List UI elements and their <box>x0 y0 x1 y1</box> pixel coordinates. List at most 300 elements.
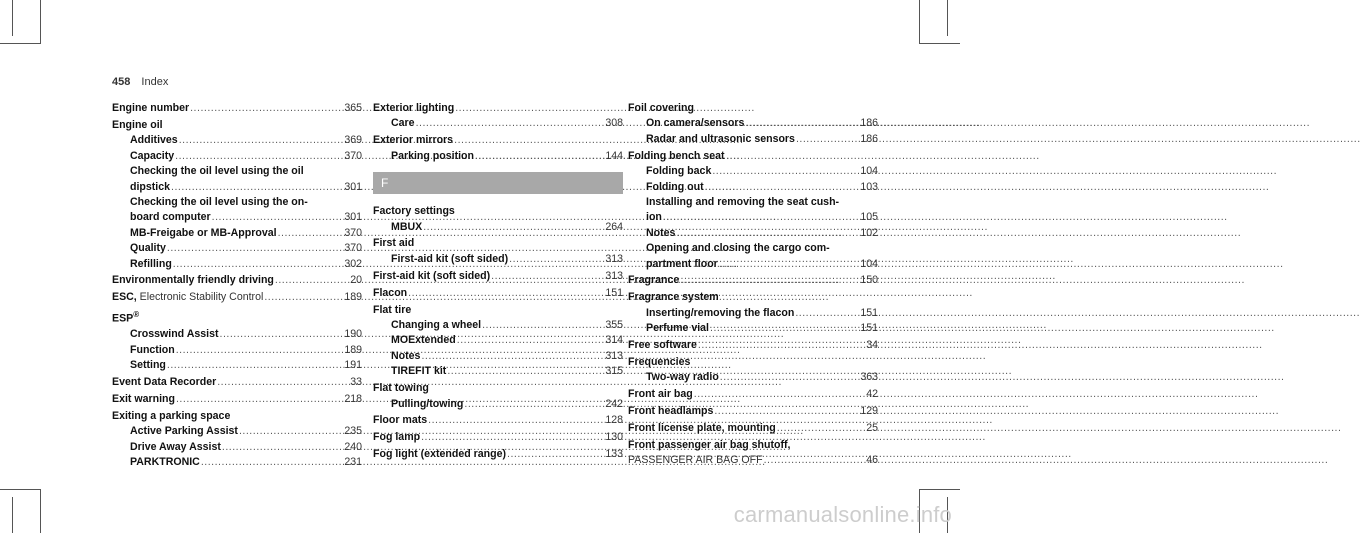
index-term <box>628 149 725 164</box>
sub-entry-text: MOExtended <box>391 334 456 347</box>
index-term <box>130 358 166 373</box>
sub-entry-text: Function <box>130 343 175 356</box>
index-entry <box>373 447 623 462</box>
index-row <box>112 409 362 424</box>
index-row <box>373 116 623 131</box>
index-term <box>391 252 508 267</box>
index-row <box>112 149 362 164</box>
index-row <box>373 236 623 251</box>
page-ref-link[interactable]: 46 <box>866 454 878 467</box>
sub-entry-text: Care <box>391 117 415 130</box>
index-entry <box>628 338 878 353</box>
index-row <box>373 149 623 164</box>
sub-entry-text: Drive Away Assist <box>130 440 221 453</box>
page-ref-link[interactable]: 218 <box>344 392 362 405</box>
dot-leader <box>764 453 859 468</box>
index-row <box>628 290 878 305</box>
entry-heading: First-aid kit (soft sided) <box>373 269 491 282</box>
entry-heading: Engine number <box>112 102 190 114</box>
dot-leader <box>475 149 598 164</box>
index-entry <box>628 387 878 402</box>
sub-entry-continuation: dipstick <box>130 180 171 193</box>
index-term <box>628 101 694 116</box>
dot-leader <box>710 321 853 336</box>
page-ref-link[interactable]: 240 <box>344 440 362 453</box>
sub-entry-text: Setting <box>130 359 166 372</box>
entry-heading: Floor mats <box>373 414 428 427</box>
dot-leader <box>275 273 343 288</box>
index-entry <box>628 149 878 272</box>
index-column-1 <box>112 101 362 472</box>
dot-leader <box>423 220 598 235</box>
index-term <box>130 241 166 256</box>
index-term <box>130 149 174 164</box>
index-row <box>373 413 623 428</box>
sub-entry-text: Radar and ultrasonic sensors <box>646 132 795 145</box>
page-ref-link[interactable]: 313 <box>605 269 623 282</box>
entry-heading: Flacon <box>373 286 408 299</box>
page-ref-link[interactable]: 186 <box>860 117 878 130</box>
sub-entry-text: TIREFIT kit <box>391 365 447 378</box>
index-row <box>628 132 878 147</box>
index-row <box>373 220 623 235</box>
dot-leader <box>167 241 337 256</box>
sub-entry-text: Checking the oil level using the on- <box>130 195 308 208</box>
entry-continuation: PASSENGER AIR BAG OFF <box>628 454 763 467</box>
index-row <box>628 453 878 468</box>
page-ref-link[interactable]: 20 <box>350 274 362 287</box>
dot-leader <box>176 392 337 407</box>
page-ref-link[interactable]: 235 <box>344 425 362 438</box>
index-row <box>112 375 362 390</box>
page-ref-link[interactable]: 301 <box>344 211 362 224</box>
dot-leader <box>428 413 598 428</box>
index-term <box>130 133 178 148</box>
page-ref-link[interactable]: 264 <box>605 220 623 233</box>
page-ref-link[interactable]: 151 <box>860 306 878 319</box>
index-entry <box>112 409 362 471</box>
page-ref-link[interactable]: 130 <box>605 431 623 444</box>
dot-leader <box>217 375 343 390</box>
entry-heading: Front passenger air bag shutoff, <box>628 439 791 452</box>
index-row <box>628 438 878 453</box>
dot-leader <box>464 397 598 412</box>
entry-heading: Event Data Recorder <box>112 375 217 388</box>
page-ref-link[interactable]: 105 <box>860 211 878 224</box>
crop-mark-bl-h <box>0 489 41 490</box>
dot-leader <box>720 370 854 385</box>
index-row <box>112 180 362 195</box>
entry-heading: Fog light (extended range) <box>373 448 507 461</box>
page-ref-link[interactable]: 133 <box>605 448 623 461</box>
index-row <box>628 355 878 370</box>
index-entry <box>628 355 878 386</box>
entry-heading: Folding bench seat <box>628 149 725 162</box>
dot-leader <box>176 343 338 358</box>
entry-heading: Exiting a parking space <box>112 409 231 422</box>
crop-mark-br-h <box>919 489 960 490</box>
entry-heading: Flat towing <box>373 382 429 395</box>
index-term <box>373 303 411 318</box>
sub-entry-continuation: partment floor <box>646 257 718 270</box>
index-row <box>628 241 878 256</box>
index-term <box>646 164 711 179</box>
page-ref-link[interactable]: 186 <box>860 132 878 145</box>
sub-entry-text: Parking position <box>391 149 474 162</box>
page-ref-link[interactable]: 308 <box>605 117 623 130</box>
index-entry <box>628 273 878 288</box>
index-row <box>112 343 362 358</box>
dot-leader <box>457 333 599 348</box>
dot-leader <box>509 252 598 267</box>
index-row <box>373 397 623 412</box>
index-entry <box>628 404 878 419</box>
dot-leader <box>212 210 338 225</box>
entry-heading: Fragrance system <box>628 291 719 304</box>
dot-leader <box>264 290 337 305</box>
index-term <box>628 355 690 370</box>
page-ref-link[interactable]: 314 <box>605 334 623 347</box>
crop-mark-tl-v2 <box>12 0 13 36</box>
index-term <box>628 387 693 402</box>
index-term <box>112 290 263 305</box>
sub-entry-text: Installing and removing the seat cush- <box>646 195 840 208</box>
crop-mark-tl-v <box>40 0 41 44</box>
page-ref-link[interactable]: 189 <box>344 291 362 304</box>
index-term <box>112 101 189 116</box>
page-ref-link[interactable]: 144 <box>605 149 623 162</box>
dot-leader <box>712 164 853 179</box>
index-row <box>112 118 362 133</box>
index-entry <box>373 133 623 164</box>
dot-leader <box>167 358 337 373</box>
sub-entry-text: Quality <box>130 242 166 255</box>
page-ref-link[interactable]: 302 <box>344 257 362 270</box>
index-term <box>373 286 407 301</box>
index-entry <box>628 290 878 336</box>
crop-mark-tr-v <box>919 0 920 44</box>
index-term <box>112 307 139 327</box>
entry-heading: Foil covering <box>628 102 694 114</box>
index-row <box>112 133 362 148</box>
index-term <box>391 333 456 348</box>
index-entry <box>373 204 623 235</box>
sub-entry-text: Additives <box>130 134 178 147</box>
page-ref-link[interactable]: 103 <box>860 180 878 193</box>
index-entry <box>628 438 878 469</box>
sub-entry-continuation: ion <box>646 211 662 224</box>
index-entry <box>373 303 623 380</box>
dot-leader <box>201 455 337 470</box>
page-ref-link[interactable]: 363 <box>860 371 878 384</box>
index-term <box>130 440 221 455</box>
dot-leader <box>175 149 337 164</box>
index-term <box>628 404 713 419</box>
index-entry <box>373 286 623 301</box>
index-row <box>628 116 878 131</box>
index-row <box>373 101 623 116</box>
page-ref-link[interactable]: 369 <box>344 134 362 147</box>
entry-heading-suffix: Electronic Stability Control <box>136 291 264 304</box>
dot-leader <box>173 257 338 272</box>
index-term <box>112 375 216 390</box>
index-row <box>112 273 362 288</box>
index-row <box>373 133 623 148</box>
index-entry <box>373 101 623 132</box>
index-term <box>373 236 414 251</box>
index-row <box>628 306 878 321</box>
index-term <box>130 343 175 358</box>
entry-heading: Exit warning <box>112 392 175 405</box>
page-ref-link[interactable]: 150 <box>860 274 878 287</box>
index-term <box>391 364 446 379</box>
index-entry <box>112 307 362 373</box>
page-ref-link[interactable]: 355 <box>605 318 623 331</box>
page-ref-link[interactable]: 231 <box>344 455 362 468</box>
dot-leader <box>447 364 598 379</box>
index-row <box>373 286 623 301</box>
sub-entry-text: Active Parking Assist <box>130 425 238 438</box>
entry-heading: First aid <box>373 237 415 250</box>
page-ref-link[interactable]: 242 <box>605 397 623 410</box>
index-row <box>373 430 623 445</box>
index-row <box>373 333 623 348</box>
index-row <box>628 273 878 288</box>
entry-heading: Fragrance <box>628 274 680 287</box>
page-ref-link[interactable]: 190 <box>344 328 362 341</box>
index-term <box>646 195 839 210</box>
page-ref-link[interactable]: 189 <box>344 343 362 356</box>
index-column-2 <box>373 101 623 464</box>
dot-leader <box>278 226 338 241</box>
page-ref-link[interactable]: 365 <box>344 102 362 114</box>
index-row <box>112 455 362 470</box>
index-term <box>628 290 719 305</box>
registered-mark: ® <box>133 310 140 320</box>
index-row <box>112 440 362 455</box>
index-row <box>628 387 878 402</box>
index-term <box>373 381 429 396</box>
dot-leader <box>416 116 599 131</box>
page-ref-link[interactable]: 191 <box>344 359 362 372</box>
dot-leader <box>680 273 853 288</box>
index-row <box>373 447 623 462</box>
index-term <box>391 349 420 364</box>
entry-heading: Environmentally friendly driving <box>112 274 274 287</box>
entry-heading: Exterior mirrors <box>373 134 454 147</box>
page-ref-link[interactable]: 128 <box>605 414 623 427</box>
sub-entry-text: Changing a wheel <box>391 318 482 331</box>
index-entry <box>112 290 362 305</box>
dot-leader <box>171 180 337 195</box>
index-row <box>373 381 623 396</box>
dot-leader <box>421 349 598 364</box>
index-term <box>646 116 744 131</box>
index-row <box>112 210 362 225</box>
index-term <box>391 116 415 131</box>
index-row <box>112 424 362 439</box>
entry-heading: Exterior lighting <box>373 102 455 114</box>
entry-heading: ESC, <box>112 291 137 304</box>
index-term <box>628 273 679 288</box>
page-header <box>112 76 168 88</box>
index-term <box>112 409 230 424</box>
sub-entry-text: Inserting/removing the flacon <box>646 306 795 319</box>
index-entry <box>628 101 878 147</box>
index-term <box>646 226 675 241</box>
index-term <box>130 424 238 439</box>
index-row <box>628 101 878 116</box>
index-term <box>130 226 277 241</box>
index-term <box>112 273 274 288</box>
sub-entry-text: Two-way radio <box>646 371 719 384</box>
index-row <box>373 364 623 379</box>
dot-leader <box>663 210 853 225</box>
index-row <box>112 195 362 210</box>
index-entry <box>373 269 623 284</box>
dot-leader <box>421 430 598 445</box>
page-ref-link[interactable]: 313 <box>605 252 623 265</box>
crop-mark-bl-v <box>40 489 41 533</box>
sub-entry-text: PARKTRONIC <box>130 455 200 468</box>
sub-entry-text: Refilling <box>130 257 172 270</box>
index-entry <box>628 421 878 436</box>
index-term <box>646 241 830 256</box>
dot-leader <box>777 421 859 436</box>
index-row <box>373 349 623 364</box>
index-row <box>112 241 362 256</box>
sub-entry-text: Checking the oil level using the oil <box>130 165 304 178</box>
page-ref-link[interactable]: 315 <box>605 365 623 378</box>
sub-entry-text: First-aid kit (soft sided) <box>391 252 509 265</box>
page-ref-link[interactable]: 129 <box>860 405 878 418</box>
dot-leader <box>220 327 338 342</box>
index-row <box>112 327 362 342</box>
dot-leader <box>719 257 854 272</box>
entry-heading: Front air bag <box>628 388 693 401</box>
page-number: 458 <box>112 76 131 88</box>
index-term <box>391 220 422 235</box>
index-term <box>628 421 776 436</box>
dot-leader <box>676 226 853 241</box>
page-ref-link[interactable]: 104 <box>860 257 878 270</box>
page-ref-link[interactable]: 151 <box>605 286 623 299</box>
index-row <box>628 149 878 164</box>
page-ref-link[interactable]: 370 <box>344 226 362 239</box>
index-row <box>112 358 362 373</box>
index-entry <box>373 381 623 412</box>
index-term <box>112 392 175 407</box>
index-term <box>373 447 506 462</box>
index-term <box>373 133 453 148</box>
index-row <box>373 318 623 333</box>
index-term <box>130 195 308 210</box>
page-ref-link[interactable]: 25 <box>866 422 878 435</box>
page-ref-link[interactable]: 33 <box>350 375 362 388</box>
index-row <box>373 303 623 318</box>
index-row <box>628 226 878 241</box>
dot-leader <box>796 132 853 147</box>
index-row <box>112 257 362 272</box>
sub-entry-text: Crosswind Assist <box>130 328 219 341</box>
sub-entry-text: Opening and closing the cargo com- <box>646 242 830 255</box>
sub-entry-text: Notes <box>391 349 421 362</box>
crop-mark-tr-h <box>919 43 960 44</box>
page-ref-link[interactable]: 313 <box>605 349 623 362</box>
index-term <box>373 269 490 284</box>
index-term <box>373 204 455 219</box>
entry-heading: Factory settings <box>373 205 455 218</box>
index-term <box>130 164 304 179</box>
index-row <box>628 257 878 272</box>
page-ref-link[interactable]: 151 <box>860 322 878 335</box>
sub-entry-text: Notes <box>646 226 676 239</box>
index-row <box>628 180 878 195</box>
dot-leader <box>190 101 337 116</box>
index-row <box>112 290 362 305</box>
index-entry <box>112 273 362 288</box>
index-term <box>373 413 427 428</box>
index-entry <box>112 101 362 116</box>
sub-entry-text: Pulling/towing <box>391 397 464 410</box>
page-ref-link[interactable]: 301 <box>344 180 362 193</box>
dot-leader <box>179 133 338 148</box>
dot-leader <box>222 440 337 455</box>
index-row <box>628 195 878 210</box>
index-term <box>646 306 794 321</box>
index-term <box>646 370 719 385</box>
page-ref-link[interactable]: 370 <box>344 242 362 255</box>
page-ref-link[interactable]: 370 <box>344 149 362 162</box>
index-term <box>130 180 170 195</box>
index-entry <box>373 236 623 267</box>
index-term <box>646 180 704 195</box>
index-row <box>373 269 623 284</box>
index-term <box>391 397 463 412</box>
dot-leader <box>507 447 598 462</box>
entry-heading: ESP <box>112 312 134 325</box>
dot-leader <box>795 306 853 321</box>
page-ref-link[interactable]: 42 <box>866 388 878 401</box>
page-ref-link[interactable]: 34 <box>866 339 878 352</box>
index-row <box>112 392 362 407</box>
index-row <box>112 164 362 179</box>
index-term <box>373 430 420 445</box>
index-row <box>628 421 878 436</box>
index-term <box>130 455 200 470</box>
sub-entry-text: Perfume vial <box>646 322 710 335</box>
index-term <box>628 453 763 468</box>
page-ref-link[interactable]: 102 <box>860 226 878 239</box>
index-row <box>628 370 878 385</box>
index-row <box>628 321 878 336</box>
sub-entry-text: Capacity <box>130 149 175 162</box>
page-ref-link[interactable]: 104 <box>860 165 878 178</box>
index-term <box>373 101 454 116</box>
dot-leader <box>482 318 598 333</box>
index-row <box>628 210 878 225</box>
index-term <box>130 257 172 272</box>
sub-entry-text: MBUX <box>391 220 423 233</box>
dot-leader <box>694 387 859 402</box>
entry-heading: Front headlamps <box>628 405 714 418</box>
index-term <box>130 327 219 342</box>
index-entry <box>373 413 623 428</box>
letter-section-header: F <box>373 172 623 194</box>
dot-leader <box>745 116 853 131</box>
index-row <box>373 252 623 267</box>
sub-entry-text: On camera/sensors <box>646 117 745 130</box>
